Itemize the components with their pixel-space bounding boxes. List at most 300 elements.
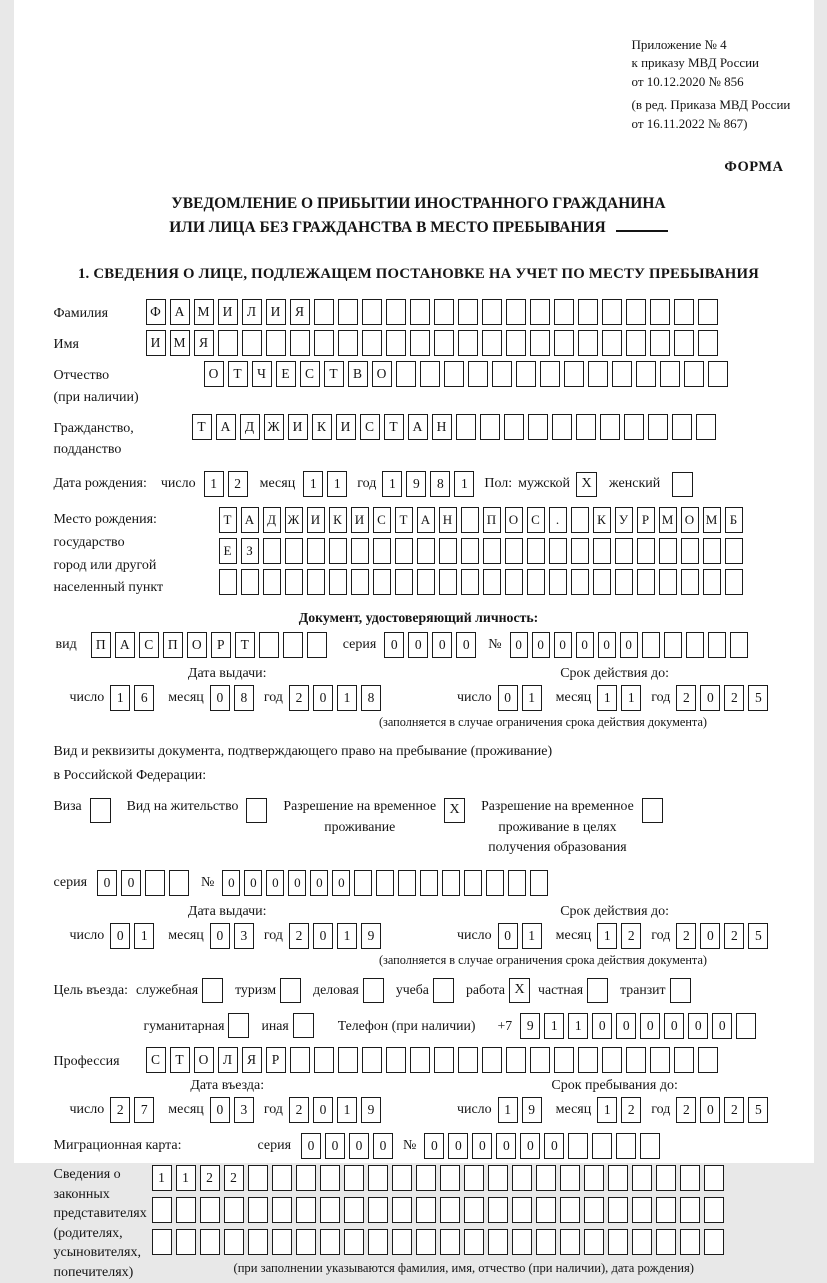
char-cell[interactable]: [458, 1047, 478, 1073]
char-cell[interactable]: [351, 538, 369, 564]
char-cell[interactable]: 2: [289, 1097, 309, 1123]
char-cell[interactable]: [395, 569, 413, 595]
char-cell[interactable]: О: [681, 507, 699, 533]
char-cell[interactable]: 5: [748, 923, 768, 949]
char-cell[interactable]: Ф: [146, 299, 166, 325]
char-cell[interactable]: [504, 414, 524, 440]
char-cell[interactable]: 5: [748, 1097, 768, 1123]
char-cell[interactable]: [456, 414, 476, 440]
char-cell[interactable]: Ж: [285, 507, 303, 533]
char-cell[interactable]: А: [115, 632, 135, 658]
char-cell[interactable]: 1: [597, 1097, 617, 1123]
char-cell[interactable]: О: [204, 361, 224, 387]
char-cell[interactable]: 0: [266, 870, 284, 896]
char-cell[interactable]: А: [408, 414, 428, 440]
char-cell[interactable]: [368, 1165, 388, 1191]
char-cell[interactable]: [338, 1047, 358, 1073]
char-cell[interactable]: [200, 1197, 220, 1223]
char-cell[interactable]: [554, 299, 574, 325]
char-cell[interactable]: [458, 330, 478, 356]
char-cell[interactable]: [417, 538, 435, 564]
char-cell[interactable]: 0: [576, 632, 594, 658]
char-cell[interactable]: [434, 1047, 454, 1073]
char-cell[interactable]: [506, 299, 526, 325]
char-cell[interactable]: И: [266, 299, 286, 325]
char-cell[interactable]: [608, 1229, 628, 1255]
char-cell[interactable]: [615, 538, 633, 564]
char-cell[interactable]: [368, 1229, 388, 1255]
char-cell[interactable]: 0: [498, 685, 518, 711]
char-cell[interactable]: 5: [748, 685, 768, 711]
char-cell[interactable]: [416, 1197, 436, 1223]
char-cell[interactable]: Ж: [264, 414, 284, 440]
char-cell[interactable]: [656, 1229, 676, 1255]
char-cell[interactable]: [584, 1165, 604, 1191]
char-cell[interactable]: [554, 330, 574, 356]
char-cell[interactable]: 6: [134, 685, 154, 711]
char-cell[interactable]: [296, 1229, 316, 1255]
char-cell[interactable]: [576, 414, 596, 440]
char-cell[interactable]: 0: [700, 685, 720, 711]
char-cell[interactable]: [152, 1197, 172, 1223]
char-cell[interactable]: [659, 569, 677, 595]
char-cell[interactable]: С: [300, 361, 320, 387]
char-cell[interactable]: 0: [408, 632, 428, 658]
char-cell[interactable]: [505, 569, 523, 595]
char-cell[interactable]: [440, 1197, 460, 1223]
char-cell[interactable]: [396, 361, 416, 387]
char-cell[interactable]: [386, 1047, 406, 1073]
char-cell[interactable]: [512, 1165, 532, 1191]
char-cell[interactable]: [461, 569, 479, 595]
char-cell[interactable]: [272, 1165, 292, 1191]
char-cell[interactable]: [684, 361, 704, 387]
char-cell[interactable]: [320, 1229, 340, 1255]
char-cell[interactable]: [527, 538, 545, 564]
char-cell[interactable]: У: [615, 507, 633, 533]
char-cell[interactable]: 0: [210, 923, 230, 949]
char-cell[interactable]: [307, 632, 327, 658]
char-cell[interactable]: [642, 632, 660, 658]
char-cell[interactable]: Р: [266, 1047, 286, 1073]
char-cell[interactable]: М: [703, 507, 721, 533]
char-cell[interactable]: [615, 569, 633, 595]
char-cell[interactable]: Е: [276, 361, 296, 387]
char-cell[interactable]: 0: [712, 1013, 732, 1039]
purpose-private-checkbox[interactable]: [587, 978, 608, 1003]
char-cell[interactable]: 1: [568, 1013, 588, 1039]
char-cell[interactable]: [440, 1229, 460, 1255]
char-cell[interactable]: [416, 1229, 436, 1255]
char-cell[interactable]: [698, 1047, 718, 1073]
char-cell[interactable]: 0: [544, 1133, 564, 1159]
char-cell[interactable]: И: [351, 507, 369, 533]
char-cell[interactable]: [578, 299, 598, 325]
char-cell[interactable]: С: [527, 507, 545, 533]
char-cell[interactable]: [434, 330, 454, 356]
char-cell[interactable]: [386, 330, 406, 356]
purpose-official-checkbox[interactable]: [202, 978, 223, 1003]
char-cell[interactable]: [578, 1047, 598, 1073]
char-cell[interactable]: [650, 330, 670, 356]
char-cell[interactable]: Т: [395, 507, 413, 533]
char-cell[interactable]: [512, 1229, 532, 1255]
char-cell[interactable]: [296, 1197, 316, 1223]
char-cell[interactable]: [528, 414, 548, 440]
char-cell[interactable]: [263, 569, 281, 595]
char-cell[interactable]: [552, 414, 572, 440]
char-cell[interactable]: Д: [263, 507, 281, 533]
char-cell[interactable]: [612, 361, 632, 387]
char-cell[interactable]: 0: [498, 923, 518, 949]
residence-permit-checkbox[interactable]: [246, 798, 267, 823]
purpose-other-checkbox[interactable]: [293, 1013, 314, 1038]
char-cell[interactable]: [602, 1047, 622, 1073]
char-cell[interactable]: 0: [110, 923, 130, 949]
char-cell[interactable]: 1: [337, 685, 357, 711]
char-cell[interactable]: 0: [244, 870, 262, 896]
char-cell[interactable]: 1: [454, 471, 474, 497]
char-cell[interactable]: С: [146, 1047, 166, 1073]
char-cell[interactable]: Н: [439, 507, 457, 533]
char-cell[interactable]: А: [241, 507, 259, 533]
char-cell[interactable]: [420, 361, 440, 387]
char-cell[interactable]: 1: [134, 923, 154, 949]
char-cell[interactable]: 2: [228, 471, 248, 497]
char-cell[interactable]: [329, 569, 347, 595]
char-cell[interactable]: 0: [554, 632, 572, 658]
char-cell[interactable]: 0: [310, 870, 328, 896]
purpose-work-checkbox[interactable]: X: [509, 978, 530, 1003]
char-cell[interactable]: 1: [110, 685, 130, 711]
char-cell[interactable]: [307, 538, 325, 564]
char-cell[interactable]: 1: [327, 471, 347, 497]
char-cell[interactable]: [584, 1197, 604, 1223]
char-cell[interactable]: Л: [218, 1047, 238, 1073]
char-cell[interactable]: [564, 361, 584, 387]
char-cell[interactable]: [416, 1165, 436, 1191]
char-cell[interactable]: 0: [472, 1133, 492, 1159]
char-cell[interactable]: 2: [110, 1097, 130, 1123]
char-cell[interactable]: 0: [456, 632, 476, 658]
char-cell[interactable]: [482, 1047, 502, 1073]
char-cell[interactable]: [314, 299, 334, 325]
char-cell[interactable]: [410, 330, 430, 356]
char-cell[interactable]: [608, 1165, 628, 1191]
char-cell[interactable]: 2: [676, 923, 696, 949]
char-cell[interactable]: [480, 414, 500, 440]
char-cell[interactable]: [224, 1197, 244, 1223]
char-cell[interactable]: 0: [325, 1133, 345, 1159]
char-cell[interactable]: [386, 299, 406, 325]
char-cell[interactable]: [571, 507, 589, 533]
char-cell[interactable]: [656, 1165, 676, 1191]
char-cell[interactable]: [696, 414, 716, 440]
char-cell[interactable]: [536, 1165, 556, 1191]
char-cell[interactable]: [536, 1229, 556, 1255]
char-cell[interactable]: [530, 1047, 550, 1073]
char-cell[interactable]: 2: [200, 1165, 220, 1191]
char-cell[interactable]: [680, 1197, 700, 1223]
sex-male-checkbox[interactable]: X: [576, 472, 597, 497]
char-cell[interactable]: [626, 1047, 646, 1073]
char-cell[interactable]: [248, 1229, 268, 1255]
char-cell[interactable]: [681, 538, 699, 564]
char-cell[interactable]: [656, 1197, 676, 1223]
char-cell[interactable]: [632, 1197, 652, 1223]
char-cell[interactable]: [602, 299, 622, 325]
char-cell[interactable]: [660, 361, 680, 387]
char-cell[interactable]: [608, 1197, 628, 1223]
char-cell[interactable]: [290, 330, 310, 356]
char-cell[interactable]: [464, 1197, 484, 1223]
char-cell[interactable]: 0: [664, 1013, 684, 1039]
char-cell[interactable]: 2: [289, 685, 309, 711]
char-cell[interactable]: Т: [235, 632, 255, 658]
char-cell[interactable]: [482, 330, 502, 356]
char-cell[interactable]: [242, 330, 262, 356]
char-cell[interactable]: [632, 1229, 652, 1255]
char-cell[interactable]: 1: [621, 685, 641, 711]
char-cell[interactable]: М: [170, 330, 190, 356]
char-cell[interactable]: [549, 538, 567, 564]
char-cell[interactable]: [224, 1229, 244, 1255]
char-cell[interactable]: [398, 870, 416, 896]
char-cell[interactable]: 2: [724, 685, 744, 711]
char-cell[interactable]: [626, 299, 646, 325]
char-cell[interactable]: [592, 1133, 612, 1159]
char-cell[interactable]: 0: [301, 1133, 321, 1159]
char-cell[interactable]: [338, 299, 358, 325]
char-cell[interactable]: Т: [384, 414, 404, 440]
char-cell[interactable]: [593, 569, 611, 595]
char-cell[interactable]: 0: [520, 1133, 540, 1159]
char-cell[interactable]: 8: [430, 471, 450, 497]
char-cell[interactable]: [506, 330, 526, 356]
char-cell[interactable]: 0: [222, 870, 240, 896]
char-cell[interactable]: [259, 632, 279, 658]
char-cell[interactable]: [650, 1047, 670, 1073]
purpose-humanitarian-checkbox[interactable]: [228, 1013, 249, 1038]
char-cell[interactable]: [307, 569, 325, 595]
char-cell[interactable]: П: [483, 507, 501, 533]
char-cell[interactable]: Т: [228, 361, 248, 387]
char-cell[interactable]: [314, 330, 334, 356]
char-cell[interactable]: [461, 507, 479, 533]
char-cell[interactable]: [320, 1197, 340, 1223]
char-cell[interactable]: [392, 1197, 412, 1223]
char-cell[interactable]: Д: [240, 414, 260, 440]
char-cell[interactable]: [439, 569, 457, 595]
char-cell[interactable]: [344, 1197, 364, 1223]
char-cell[interactable]: 0: [616, 1013, 636, 1039]
char-cell[interactable]: 0: [210, 685, 230, 711]
char-cell[interactable]: 0: [448, 1133, 468, 1159]
char-cell[interactable]: С: [139, 632, 159, 658]
char-cell[interactable]: Н: [432, 414, 452, 440]
char-cell[interactable]: 0: [121, 870, 141, 896]
char-cell[interactable]: [434, 299, 454, 325]
char-cell[interactable]: [290, 1047, 310, 1073]
char-cell[interactable]: [616, 1133, 636, 1159]
temp-permit-checkbox[interactable]: X: [444, 798, 465, 823]
char-cell[interactable]: Е: [219, 538, 237, 564]
char-cell[interactable]: [674, 1047, 694, 1073]
char-cell[interactable]: М: [194, 299, 214, 325]
char-cell[interactable]: Я: [242, 1047, 262, 1073]
char-cell[interactable]: 9: [361, 1097, 381, 1123]
char-cell[interactable]: 0: [210, 1097, 230, 1123]
char-cell[interactable]: 0: [313, 923, 333, 949]
char-cell[interactable]: 2: [724, 1097, 744, 1123]
char-cell[interactable]: [736, 1013, 756, 1039]
char-cell[interactable]: [704, 1229, 724, 1255]
char-cell[interactable]: 2: [724, 923, 744, 949]
char-cell[interactable]: [410, 299, 430, 325]
char-cell[interactable]: 7: [134, 1097, 154, 1123]
char-cell[interactable]: [283, 632, 303, 658]
char-cell[interactable]: А: [170, 299, 190, 325]
char-cell[interactable]: [530, 870, 548, 896]
char-cell[interactable]: 1: [597, 923, 617, 949]
char-cell[interactable]: 0: [496, 1133, 516, 1159]
char-cell[interactable]: [464, 870, 482, 896]
char-cell[interactable]: [571, 569, 589, 595]
char-cell[interactable]: Т: [192, 414, 212, 440]
char-cell[interactable]: 1: [522, 923, 542, 949]
char-cell[interactable]: [704, 1197, 724, 1223]
char-cell[interactable]: [442, 870, 460, 896]
char-cell[interactable]: [578, 330, 598, 356]
char-cell[interactable]: [624, 414, 644, 440]
char-cell[interactable]: [362, 299, 382, 325]
char-cell[interactable]: [659, 538, 677, 564]
char-cell[interactable]: Р: [637, 507, 655, 533]
char-cell[interactable]: Т: [324, 361, 344, 387]
char-cell[interactable]: 1: [498, 1097, 518, 1123]
char-cell[interactable]: 0: [532, 632, 550, 658]
char-cell[interactable]: [395, 538, 413, 564]
char-cell[interactable]: [176, 1229, 196, 1255]
char-cell[interactable]: [152, 1229, 172, 1255]
char-cell[interactable]: 0: [592, 1013, 612, 1039]
char-cell[interactable]: 1: [337, 923, 357, 949]
char-cell[interactable]: 1: [176, 1165, 196, 1191]
char-cell[interactable]: 0: [313, 685, 333, 711]
char-cell[interactable]: 2: [676, 685, 696, 711]
char-cell[interactable]: 2: [676, 1097, 696, 1123]
char-cell[interactable]: [530, 299, 550, 325]
char-cell[interactable]: [650, 299, 670, 325]
char-cell[interactable]: 0: [288, 870, 306, 896]
char-cell[interactable]: [540, 361, 560, 387]
char-cell[interactable]: 9: [522, 1097, 542, 1123]
char-cell[interactable]: [464, 1165, 484, 1191]
char-cell[interactable]: 0: [384, 632, 404, 658]
char-cell[interactable]: 1: [522, 685, 542, 711]
char-cell[interactable]: [351, 569, 369, 595]
char-cell[interactable]: П: [91, 632, 111, 658]
char-cell[interactable]: [444, 361, 464, 387]
char-cell[interactable]: [492, 361, 512, 387]
char-cell[interactable]: 9: [361, 923, 381, 949]
purpose-business-checkbox[interactable]: [363, 978, 384, 1003]
char-cell[interactable]: [376, 870, 394, 896]
char-cell[interactable]: И: [218, 299, 238, 325]
char-cell[interactable]: [468, 361, 488, 387]
char-cell[interactable]: 1: [544, 1013, 564, 1039]
char-cell[interactable]: К: [312, 414, 332, 440]
char-cell[interactable]: [362, 330, 382, 356]
char-cell[interactable]: [536, 1197, 556, 1223]
char-cell[interactable]: [488, 1165, 508, 1191]
char-cell[interactable]: 0: [598, 632, 616, 658]
char-cell[interactable]: [320, 1165, 340, 1191]
char-cell[interactable]: [637, 569, 655, 595]
char-cell[interactable]: [674, 330, 694, 356]
char-cell[interactable]: А: [417, 507, 435, 533]
char-cell[interactable]: Я: [290, 299, 310, 325]
char-cell[interactable]: [461, 538, 479, 564]
char-cell[interactable]: [703, 538, 721, 564]
char-cell[interactable]: 1: [337, 1097, 357, 1123]
char-cell[interactable]: [725, 569, 743, 595]
char-cell[interactable]: 0: [373, 1133, 393, 1159]
char-cell[interactable]: 0: [688, 1013, 708, 1039]
char-cell[interactable]: [410, 1047, 430, 1073]
char-cell[interactable]: В: [348, 361, 368, 387]
char-cell[interactable]: [648, 414, 668, 440]
edu-permit-checkbox[interactable]: [642, 798, 663, 823]
char-cell[interactable]: 2: [289, 923, 309, 949]
char-cell[interactable]: И: [146, 330, 166, 356]
char-cell[interactable]: [708, 361, 728, 387]
char-cell[interactable]: [516, 361, 536, 387]
char-cell[interactable]: [703, 569, 721, 595]
char-cell[interactable]: 0: [620, 632, 638, 658]
char-cell[interactable]: [420, 870, 438, 896]
char-cell[interactable]: 0: [349, 1133, 369, 1159]
char-cell[interactable]: [626, 330, 646, 356]
char-cell[interactable]: [527, 569, 545, 595]
char-cell[interactable]: [725, 538, 743, 564]
char-cell[interactable]: [464, 1229, 484, 1255]
char-cell[interactable]: Ч: [252, 361, 272, 387]
char-cell[interactable]: [674, 299, 694, 325]
char-cell[interactable]: [338, 330, 358, 356]
char-cell[interactable]: 1: [204, 471, 224, 497]
char-cell[interactable]: 0: [332, 870, 350, 896]
char-cell[interactable]: [392, 1229, 412, 1255]
char-cell[interactable]: 0: [700, 1097, 720, 1123]
char-cell[interactable]: 9: [520, 1013, 540, 1039]
char-cell[interactable]: [560, 1165, 580, 1191]
char-cell[interactable]: О: [194, 1047, 214, 1073]
char-cell[interactable]: [272, 1197, 292, 1223]
char-cell[interactable]: .: [549, 507, 567, 533]
char-cell[interactable]: И: [288, 414, 308, 440]
char-cell[interactable]: [241, 569, 259, 595]
char-cell[interactable]: [169, 870, 189, 896]
char-cell[interactable]: М: [659, 507, 677, 533]
char-cell[interactable]: С: [373, 507, 391, 533]
char-cell[interactable]: [440, 1165, 460, 1191]
char-cell[interactable]: 0: [424, 1133, 444, 1159]
char-cell[interactable]: К: [329, 507, 347, 533]
sex-female-checkbox[interactable]: [672, 472, 693, 497]
char-cell[interactable]: З: [241, 538, 259, 564]
char-cell[interactable]: [593, 538, 611, 564]
